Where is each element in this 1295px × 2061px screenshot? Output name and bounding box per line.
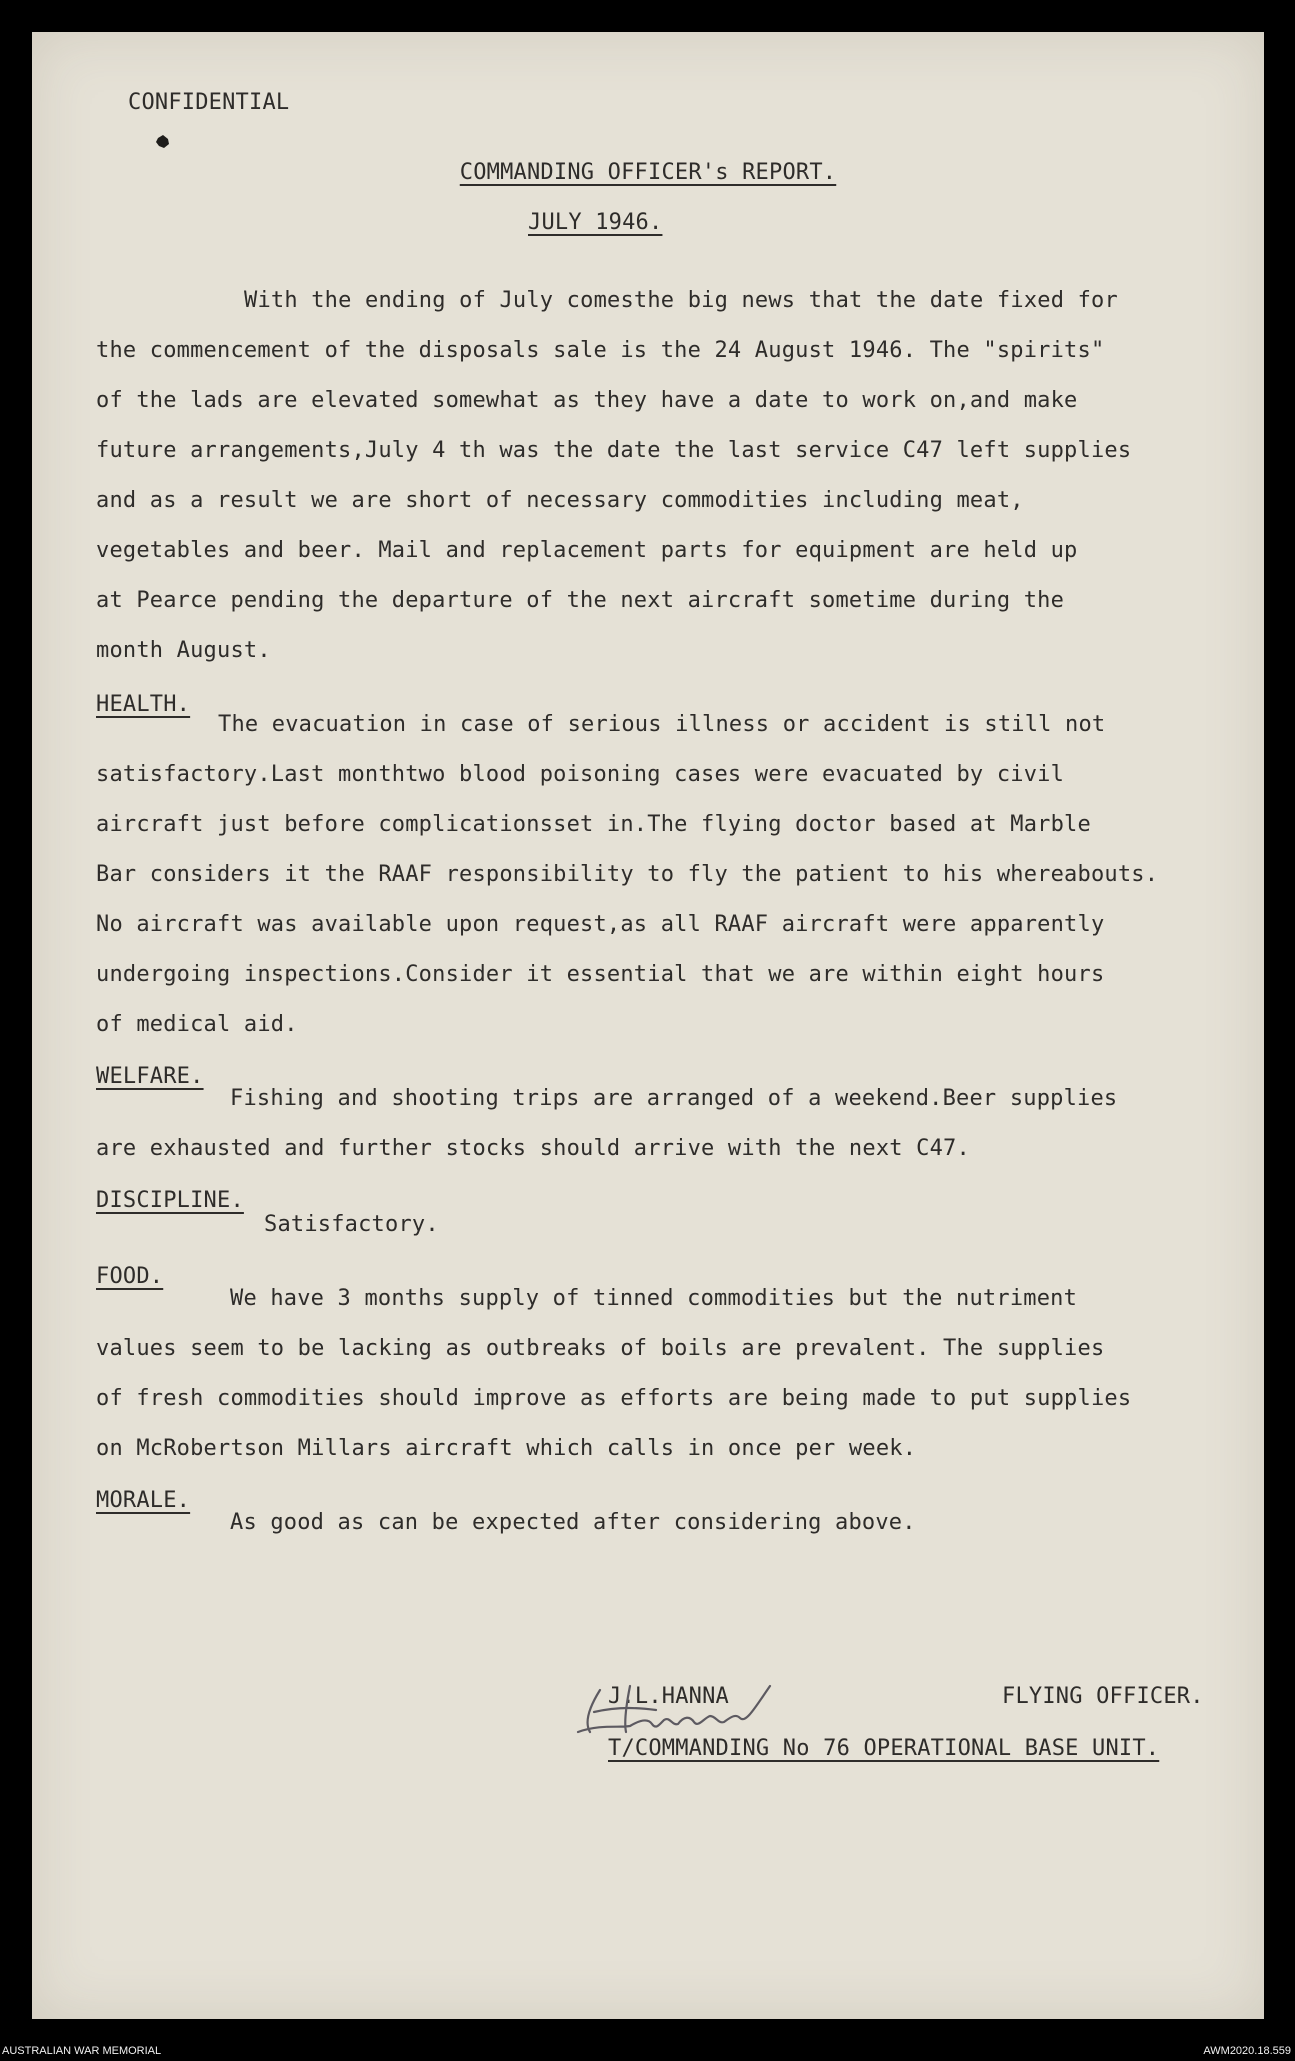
signatory-unit: T/COMMANDING No 76 OPERATIONAL BASE UNIT. <box>608 1736 1160 1761</box>
food-line-1: We have 3 months supply of tinned commodities but the nutriment <box>230 1286 1078 1311</box>
document-page <box>32 32 1264 2019</box>
health-line-6: undergoing inspections.Consider it essential that we are within eight hours <box>96 962 1105 987</box>
discipline-heading: DISCIPLINE. <box>96 1188 244 1213</box>
health-line-3: aircraft just before complicationsset in.The flying doctor based at Marble <box>96 812 1091 837</box>
welfare-line-1: Fishing and shooting trips are arranged of a weekend.Beer supplies <box>230 1086 1118 1111</box>
food-heading: FOOD. <box>96 1264 164 1289</box>
food-line-2: values seem to be lacking as outbreaks of boils are prevalent. The supplies <box>96 1336 1105 1361</box>
health-line-2: satisfactory.Last monthtwo blood poisoning cases were evacuated by civil <box>96 762 1065 787</box>
intro-line-5: and as a result we are short of necessary commodities including meat, <box>96 488 1024 513</box>
welfare-heading: WELFARE. <box>96 1064 204 1089</box>
handwritten-signature <box>560 1666 820 1746</box>
footer-institution: AUSTRALIAN WAR MEMORIAL <box>2 2045 162 2057</box>
signatory-name: J.L.HANNA <box>608 1684 730 1709</box>
footer-accession-number: AWM2020.18.559 <box>1203 2045 1291 2057</box>
intro-line-1: With the ending of July comesthe big news that the date fixed for <box>244 288 1118 313</box>
food-line-4: on McRobertson Millars aircraft which calls in once per week. <box>96 1436 917 1461</box>
health-line-7: of medical aid. <box>96 1012 298 1037</box>
confidential-label: CONFIDENTIAL <box>128 90 290 115</box>
intro-line-4: future arrangements,July 4 th was the date the last service C47 left supplies <box>96 438 1132 463</box>
food-line-3: of fresh commodities should improve as efforts are being made to put supplies <box>96 1386 1132 1411</box>
morale-line-1: As good as can be expected after considering above. <box>230 1510 916 1535</box>
health-line-1: The evacuation in case of serious illness or accident is still not <box>218 712 1106 737</box>
health-line-5: No aircraft was available upon request,as all RAAF aircraft were apparently <box>96 912 1105 937</box>
welfare-line-2: are exhausted and further stocks should arrive with the next C47. <box>96 1136 970 1161</box>
intro-line-3: of the lads are elevated somewhat as they have a date to work on,and make <box>96 388 1078 413</box>
discipline-line-1: Satisfactory. <box>264 1212 439 1237</box>
morale-heading: MORALE. <box>96 1488 191 1513</box>
health-heading: HEALTH. <box>96 692 191 717</box>
intro-line-7: at Pearce pending the departure of the next aircraft sometime during the <box>96 588 1065 613</box>
health-line-4: Bar considers it the RAAF responsibility to fly the patient to his whereabouts. <box>96 862 1159 887</box>
report-title: COMMANDING OFFICER's REPORT. <box>459 160 837 185</box>
paper-punch-mark <box>156 135 170 148</box>
intro-line-2: the commencement of the disposals sale is the 24 August 1946. The "spirits" <box>96 338 1105 363</box>
intro-line-8: month August. <box>96 638 271 663</box>
report-date: JULY 1946. <box>528 210 663 235</box>
signatory-rank: FLYING OFFICER. <box>1002 1684 1204 1709</box>
intro-line-6: vegetables and beer. Mail and replacement parts for equipment are held up <box>96 538 1078 563</box>
